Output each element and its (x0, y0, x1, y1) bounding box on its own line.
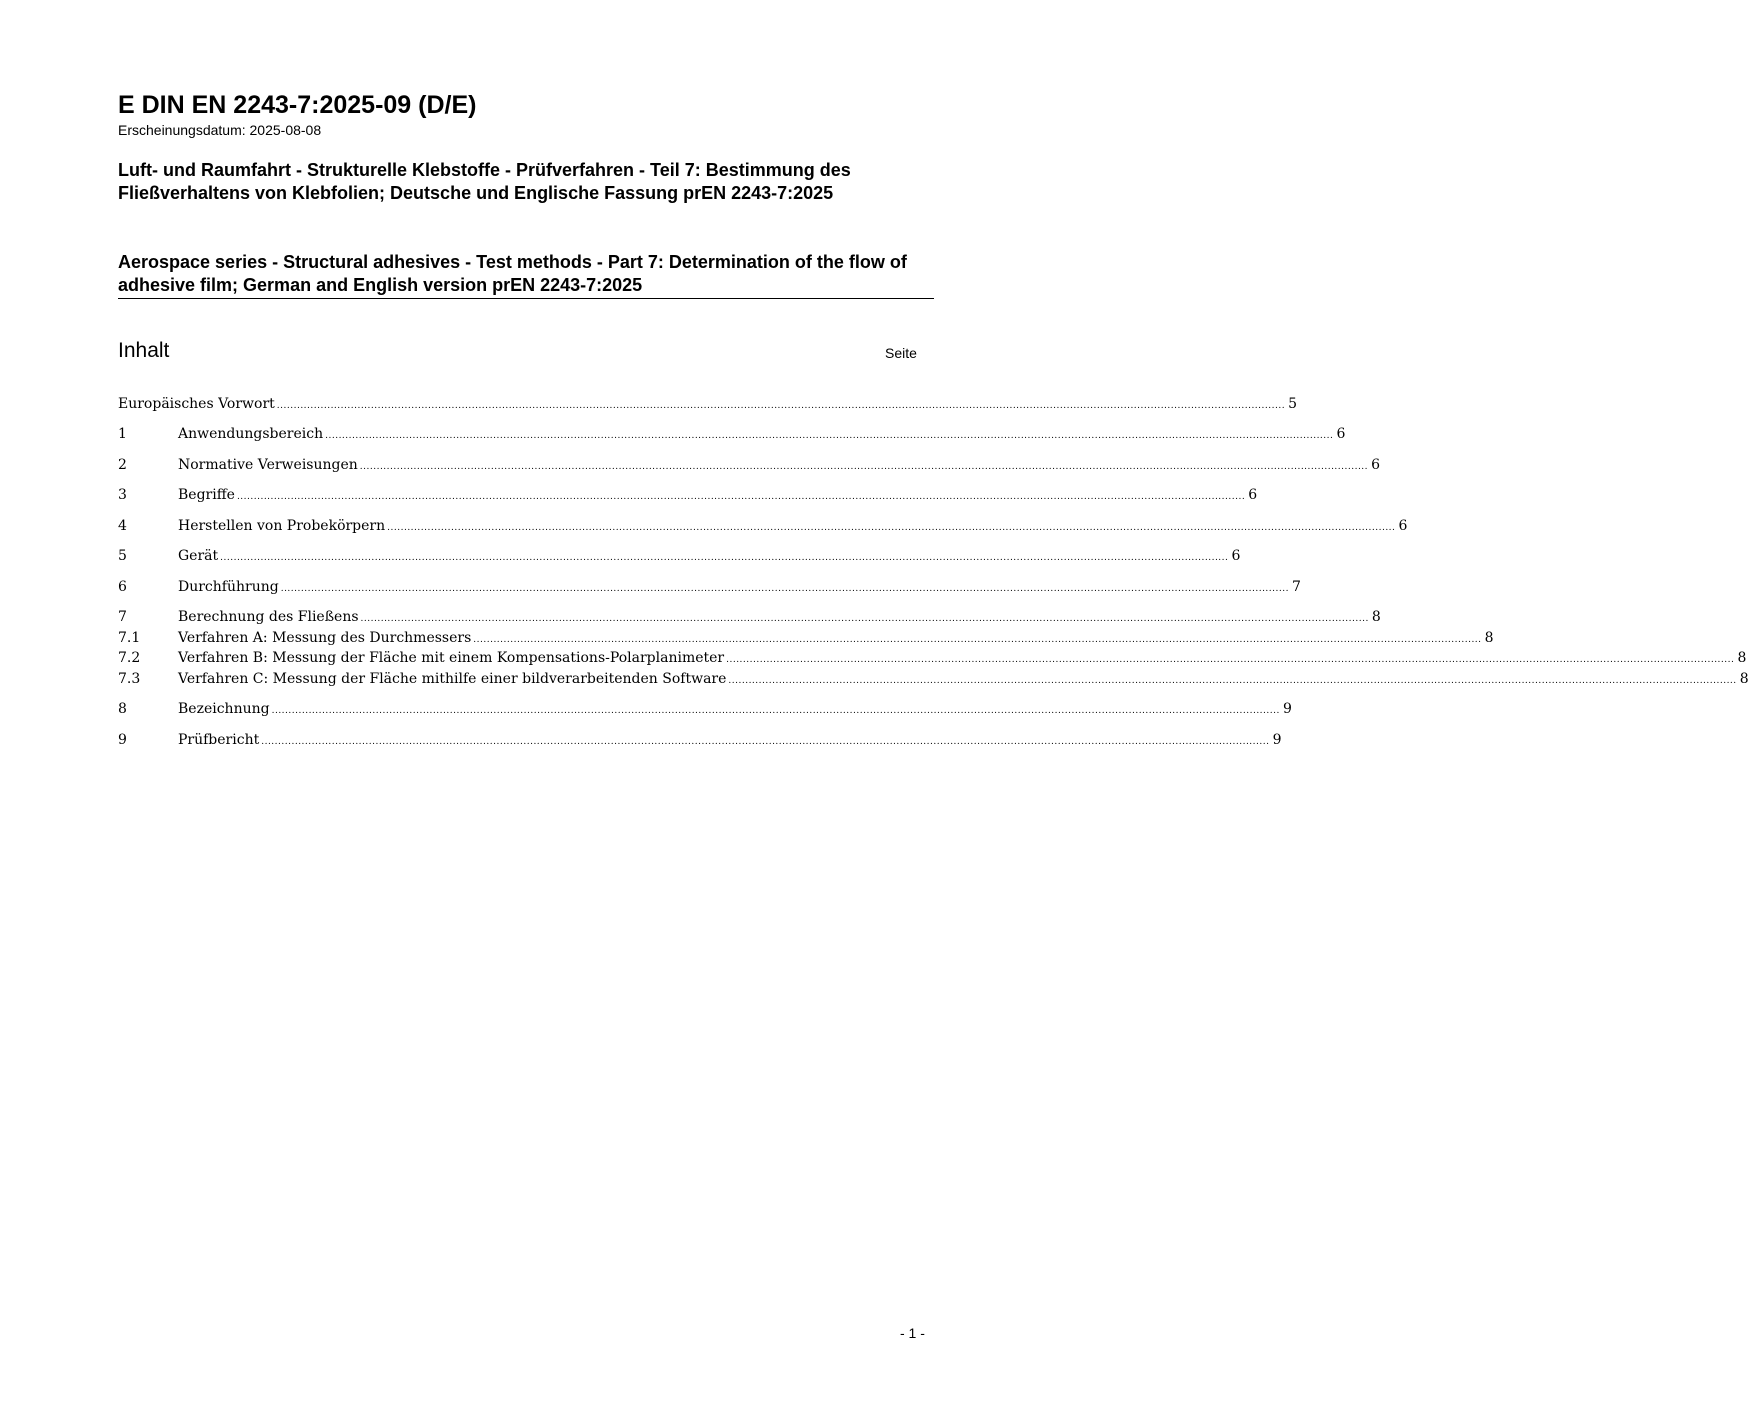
toc-leader: ............................................................................................................................................................................................................................................................................................................ (280, 584, 1289, 594)
toc-leader: ............................................................................................................................................................................................................................................................................................................ (220, 553, 1229, 563)
toc-heading: Inhalt (118, 339, 170, 362)
toc-entry-number: 7.3 (118, 671, 141, 687)
toc-entry-page: 9 (1272, 732, 1282, 748)
toc-entry-title: Bezeichnung (178, 701, 270, 717)
title-english: Aerospace series - Structural adhesives - Test methods - Part 7: Determination of the flow of adhesive film; German and English version prEN 2243-7:2025 (118, 252, 907, 295)
toc-entry-number: 4 (118, 518, 127, 534)
toc-entry-title: Gerät (178, 548, 219, 564)
toc-entry-number: 6 (118, 579, 127, 595)
toc-entry-page: 6 (1231, 548, 1241, 564)
toc-entry-title: Prüfbericht (178, 732, 260, 748)
toc-entry-number: 8 (118, 701, 127, 717)
toc-entry-number: 7.2 (118, 650, 141, 666)
toc-entry-title: Begriffe (178, 487, 235, 503)
document-id: E DIN EN 2243-7:2025-09 (D/E) (118, 91, 477, 119)
toc-entry[interactable] (118, 627, 1494, 649)
toc-entry-title: Verfahren C: Messung der Fläche mithilfe einer bildverarbeitenden Software (178, 671, 727, 687)
toc-entry[interactable] (118, 484, 1258, 506)
toc-entry-title: Durchführung (178, 579, 279, 595)
toc-entry[interactable] (118, 393, 1298, 415)
toc-entry-number: 7 (118, 609, 127, 625)
toc-entry[interactable] (118, 576, 1301, 598)
toc-leader: ............................................................................................................................................................................................................................................................................................................ (360, 614, 1369, 624)
toc-entry-page: 8 (1739, 671, 1749, 687)
toc-entry-number: 7.1 (118, 630, 141, 646)
publication-date: Erscheinungsdatum: 2025-08-08 (118, 122, 322, 138)
toc-page-label: Seite (885, 345, 917, 361)
toc-entry-number: 9 (118, 732, 127, 748)
toc-leader: ............................................................................................................................................................................................................................................................................................................ (276, 401, 1286, 411)
toc-entry-number: 1 (118, 426, 127, 442)
toc-entry[interactable] (118, 423, 1346, 445)
toc-entry[interactable] (118, 647, 1747, 669)
toc-leader: ............................................................................................................................................................................................................................................................................................................ (359, 462, 1369, 472)
toc-leader: ............................................................................................................................................................................................................................................................................................................ (728, 676, 1737, 686)
toc-entry-title: Normative Verweisungen (178, 457, 358, 473)
toc-entry-number: 3 (118, 487, 127, 503)
toc-entry-page: 6 (1248, 487, 1258, 503)
toc-leader: ............................................................................................................................................................................................................................................................................................................ (726, 655, 1735, 665)
toc-entry-title: Berechnung des Fließens (178, 609, 359, 625)
toc-entry-page: 5 (1288, 396, 1298, 412)
toc-entry-page: 8 (1484, 630, 1494, 646)
toc-leader: ............................................................................................................................................................................................................................................................................................................ (271, 706, 1280, 716)
toc-entry[interactable] (118, 668, 1749, 690)
toc-entry[interactable] (118, 698, 1292, 720)
toc-entry-page: 6 (1336, 426, 1346, 442)
toc-entry-title: Verfahren B: Messung der Fläche mit einem Kompensations-Polarplanimeter (178, 650, 725, 666)
toc-entry-title: Verfahren A: Messung des Durchmessers (178, 630, 472, 646)
toc-entry-page: 6 (1398, 518, 1408, 534)
toc-entry-page: 6 (1371, 457, 1381, 473)
toc-entry[interactable] (118, 606, 1381, 628)
toc-entry-number: 2 (118, 457, 127, 473)
toc-entry-page: 7 (1292, 579, 1301, 595)
toc-entry-number: 5 (118, 548, 127, 564)
toc-entry-title: Herstellen von Probekörpern (178, 518, 386, 534)
toc-entry-title: Europäisches Vorwort (118, 396, 275, 412)
toc-entry[interactable] (118, 515, 1408, 537)
toc-leader: ............................................................................................................................................................................................................................................................................................................ (325, 431, 1334, 441)
toc-entry-page: 8 (1371, 609, 1381, 625)
toc-entry-title: Anwendungsbereich (178, 426, 324, 442)
title-german: Luft- und Raumfahrt - Strukturelle Klebstoffe - Prüfverfahren - Teil 7: Bestimmung des Fließverhaltens von Klebfolien; Deutsche und Englische Fassung prEN 2243-7:2025 (118, 160, 851, 203)
toc-leader: ............................................................................................................................................................................................................................................................................................................ (473, 635, 1482, 645)
toc-leader: ............................................................................................................................................................................................................................................................................................................ (236, 492, 1246, 502)
toc-entry-page: 8 (1737, 650, 1747, 666)
toc-leader: ............................................................................................................................................................................................................................................................................................................ (261, 737, 1270, 747)
title-english-block (118, 251, 934, 299)
toc-entry[interactable] (118, 729, 1282, 751)
toc-entry[interactable] (118, 454, 1381, 476)
toc-leader: ............................................................................................................................................................................................................................................................................................................ (387, 523, 1396, 533)
page-number: - 1 - (900, 1325, 925, 1341)
toc-entry[interactable] (118, 545, 1241, 567)
toc-entry-page: 9 (1282, 701, 1292, 717)
